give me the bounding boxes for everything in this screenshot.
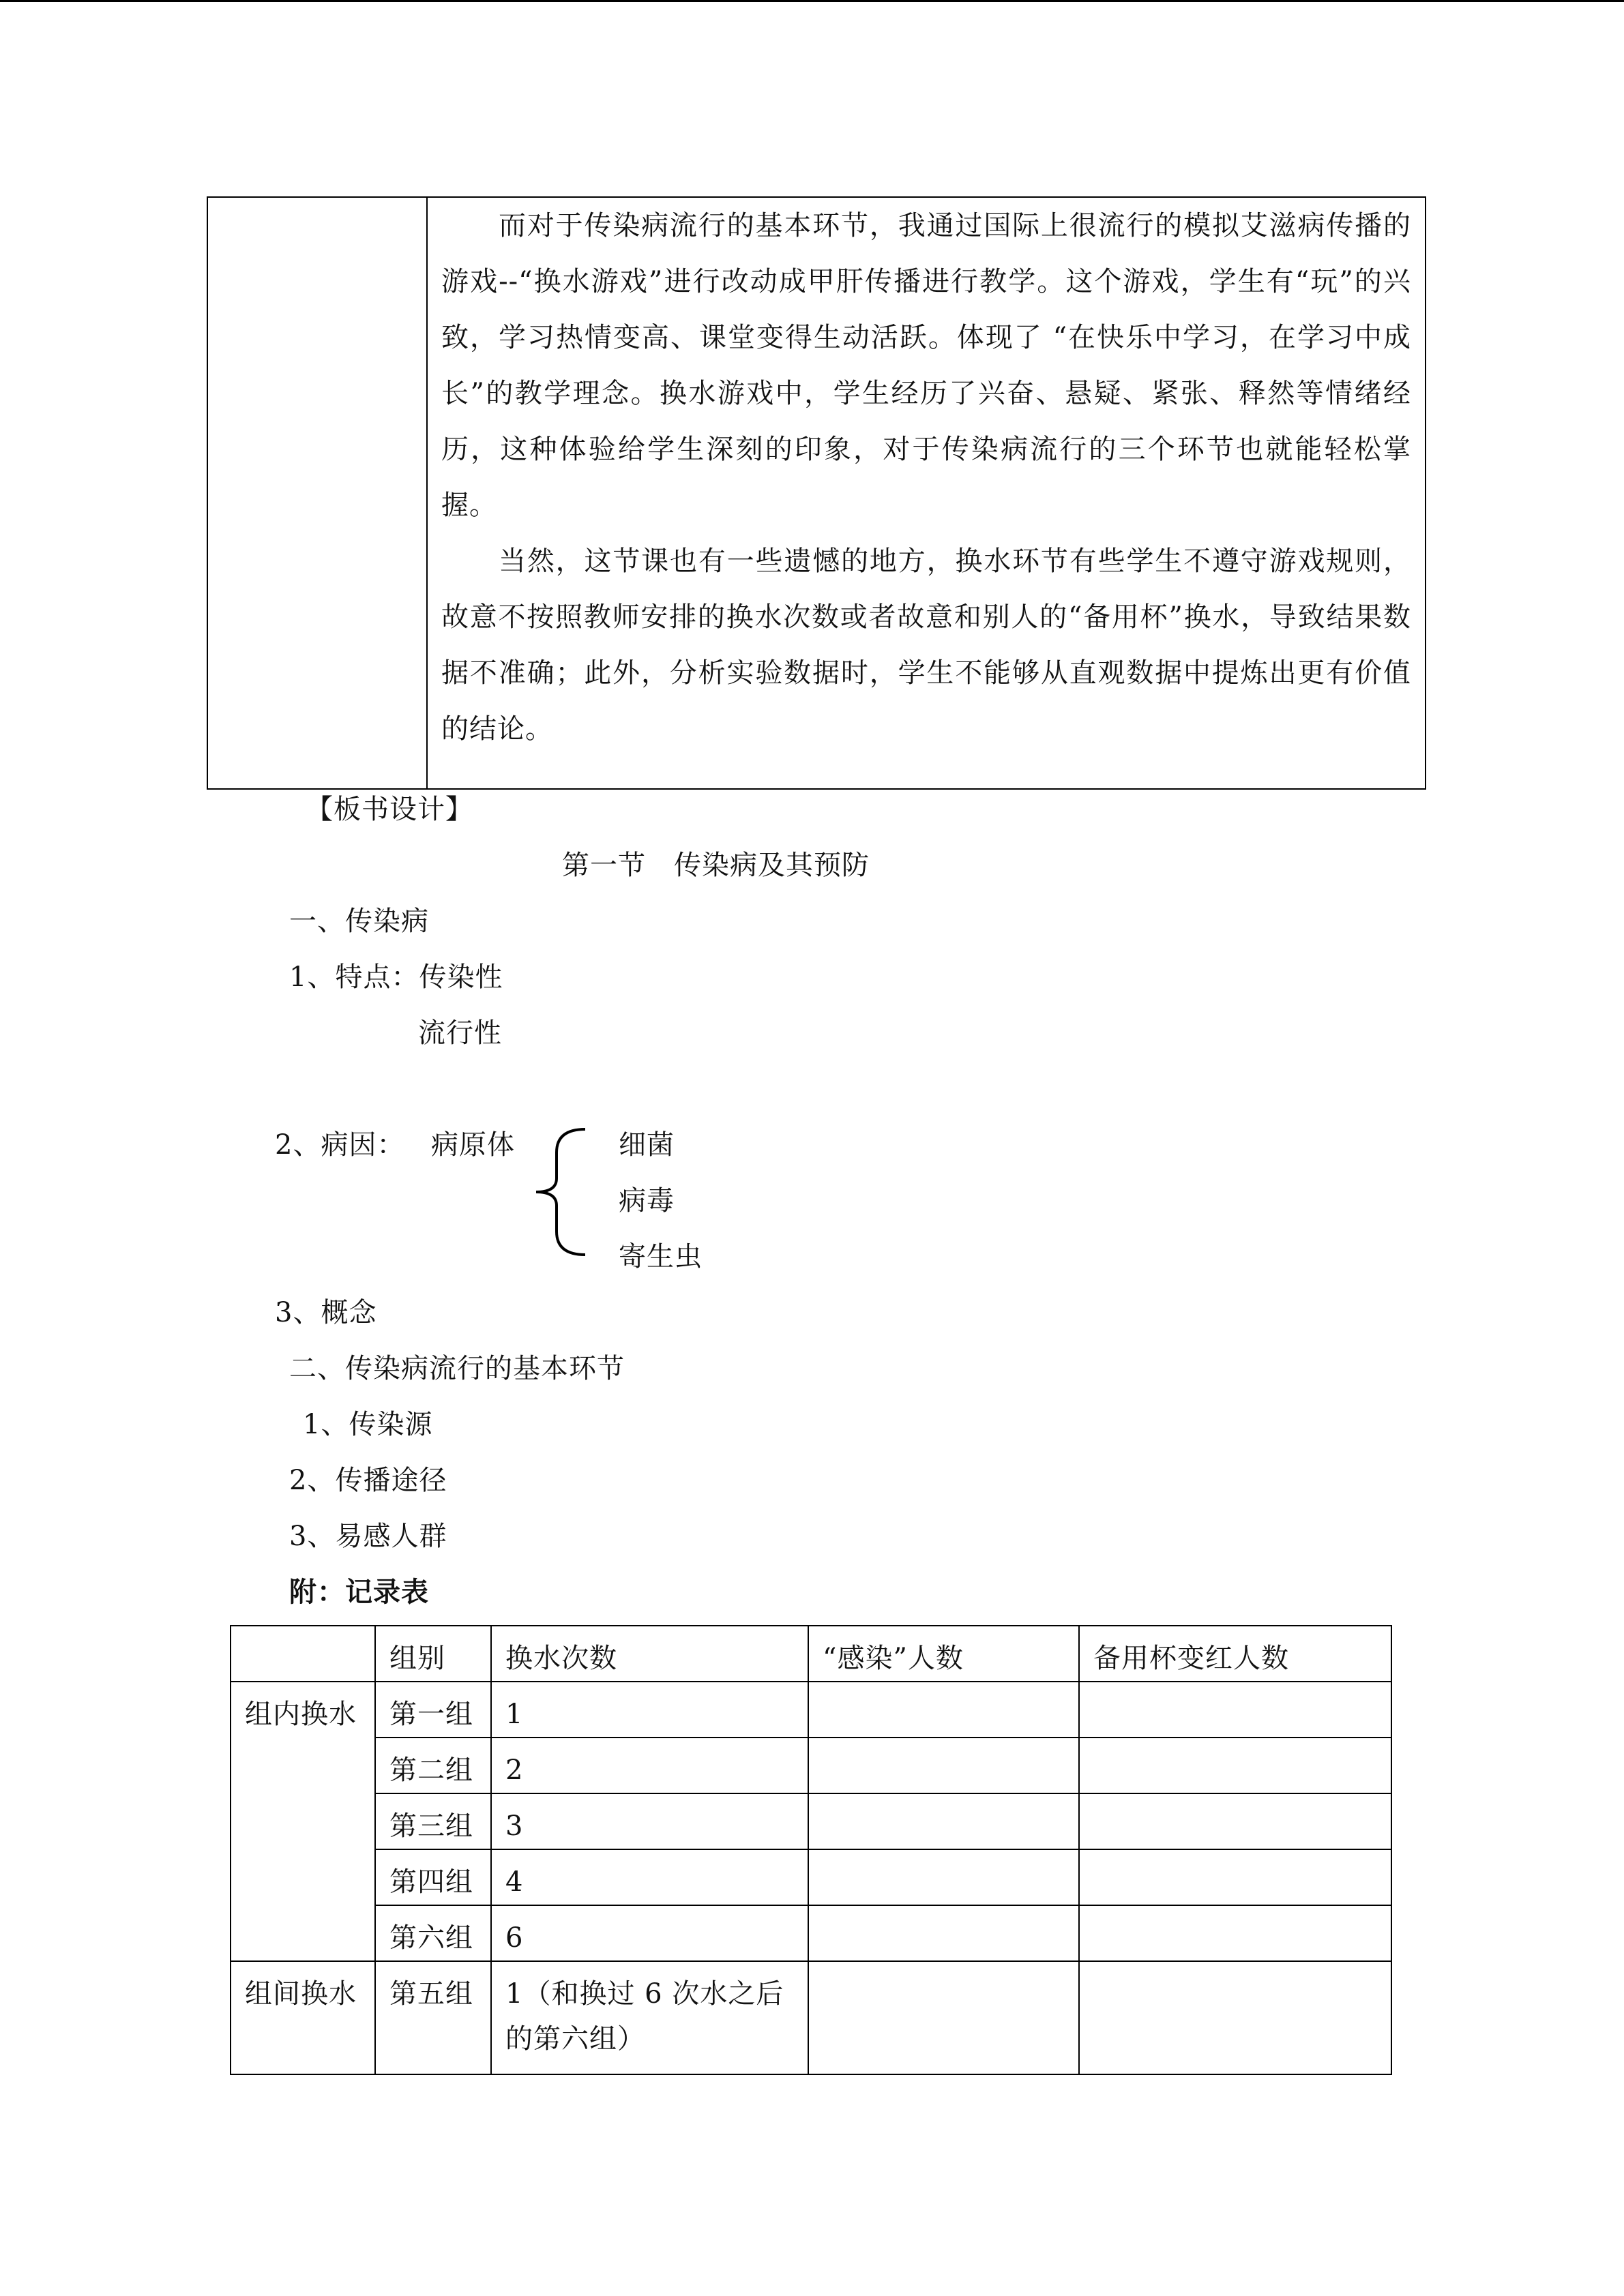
reflection-label-cell (208, 198, 428, 788)
section-1-heading: 一、传染病 (289, 906, 429, 937)
group-cell: 第二组 (375, 1738, 491, 1793)
table-row (231, 1793, 1391, 1849)
reflection-paragraph: 当然，这节课也有一些遗憾的地方，换水环节有些学生不遵守游戏规则，故意不按照教师安排的换水次数或者故意和别人的“备用杯”换水，导致结果数据不准确；此外，分析实验数据时，学生不能够从直观数据中提炼出更有价值的结论。 (441, 546, 1411, 745)
board-heading: 【板书设计】 (306, 794, 473, 825)
table-row (231, 1905, 1391, 1961)
section-2-item: 2、传播途径 (289, 1465, 447, 1496)
group-cell: 第三组 (375, 1793, 491, 1849)
infected-cell (808, 1793, 1079, 1849)
reflection-content-cell (428, 198, 1425, 788)
table-header-cell: 换水次数 (491, 1626, 808, 1682)
pathogen-type: 寄生虫 (619, 1241, 703, 1272)
cup-red-cell (1079, 1793, 1391, 1849)
category-cell: 组间换水 (231, 1961, 375, 2074)
reflection-table (207, 196, 1426, 790)
table-row (231, 1849, 1391, 1905)
cup-red-cell (1079, 1738, 1391, 1793)
group-cell: 第六组 (375, 1905, 491, 1961)
infected-cell (808, 1738, 1079, 1793)
count-cell: 2 (491, 1738, 808, 1793)
reflection-paragraph: 而对于传染病流行的基本环节，我通过国际上很流行的模拟艾滋病传播的游戏--“换水游戏”进行改动成甲肝传播进行教学。这个游戏，学生有“玩”的兴致，学习热情变高、课堂变得生动活跃。体现了 “在快乐中学习，在学习中成长”的教学理念。换水游戏中，学生经历了兴奋、悬疑、紧张、释然等情绪经历，这种体验给学生深刻的印象，对于传染病流行的三个环节也就能轻松掌握。 (441, 210, 1411, 521)
infected-cell (808, 1849, 1079, 1905)
table-header-cell: “感染”人数 (808, 1626, 1079, 1682)
appendix-title: 附：记录表 (289, 1576, 429, 1608)
count-cell: 6 (491, 1905, 808, 1961)
feature-line-2: 流行性 (418, 1017, 502, 1049)
count-cell: 3 (491, 1793, 808, 1849)
count-cell: 4 (491, 1849, 808, 1905)
infected-cell (808, 1905, 1079, 1961)
table-header-cell (231, 1626, 375, 1682)
table-header-cell: 组别 (375, 1626, 491, 1682)
table-row (231, 1961, 1391, 2074)
category-cell: 组内换水 (231, 1682, 375, 1961)
table-row (231, 1682, 1391, 1738)
cause-label: 2、病因： (275, 1129, 405, 1161)
cup-red-cell (1079, 1961, 1391, 2074)
infected-cell (808, 1682, 1079, 1738)
cup-red-cell (1079, 1682, 1391, 1738)
section-2-heading: 二、传染病流行的基本环节 (289, 1353, 625, 1384)
page-top-border (0, 0, 1624, 2)
pathogen-label: 病原体 (431, 1129, 515, 1161)
table-row (231, 1738, 1391, 1793)
concept-line: 3、概念 (275, 1297, 377, 1328)
feature-line: 1、特点：传染性 (289, 961, 503, 993)
record-table (230, 1625, 1392, 2075)
pathogen-type: 病毒 (619, 1185, 675, 1217)
curly-brace-icon (531, 1125, 592, 1258)
group-cell: 第五组 (375, 1961, 491, 2074)
table-header-row (231, 1626, 1391, 1682)
table-header-cell: 备用杯变红人数 (1079, 1626, 1391, 1682)
section-2-item: 1、传染源 (303, 1409, 433, 1440)
group-cell: 第一组 (375, 1682, 491, 1738)
cup-red-cell (1079, 1849, 1391, 1905)
count-cell: 1 (491, 1682, 808, 1738)
infected-cell (808, 1961, 1079, 2074)
section-2-item: 3、易感人群 (289, 1521, 447, 1552)
cup-red-cell (1079, 1905, 1391, 1961)
pathogen-type: 细菌 (619, 1129, 675, 1161)
board-title: 第一节 传染病及其预防 (562, 850, 870, 881)
group-cell: 第四组 (375, 1849, 491, 1905)
count-cell: 1（和换过 6 次水之后的第六组） (491, 1961, 808, 2074)
